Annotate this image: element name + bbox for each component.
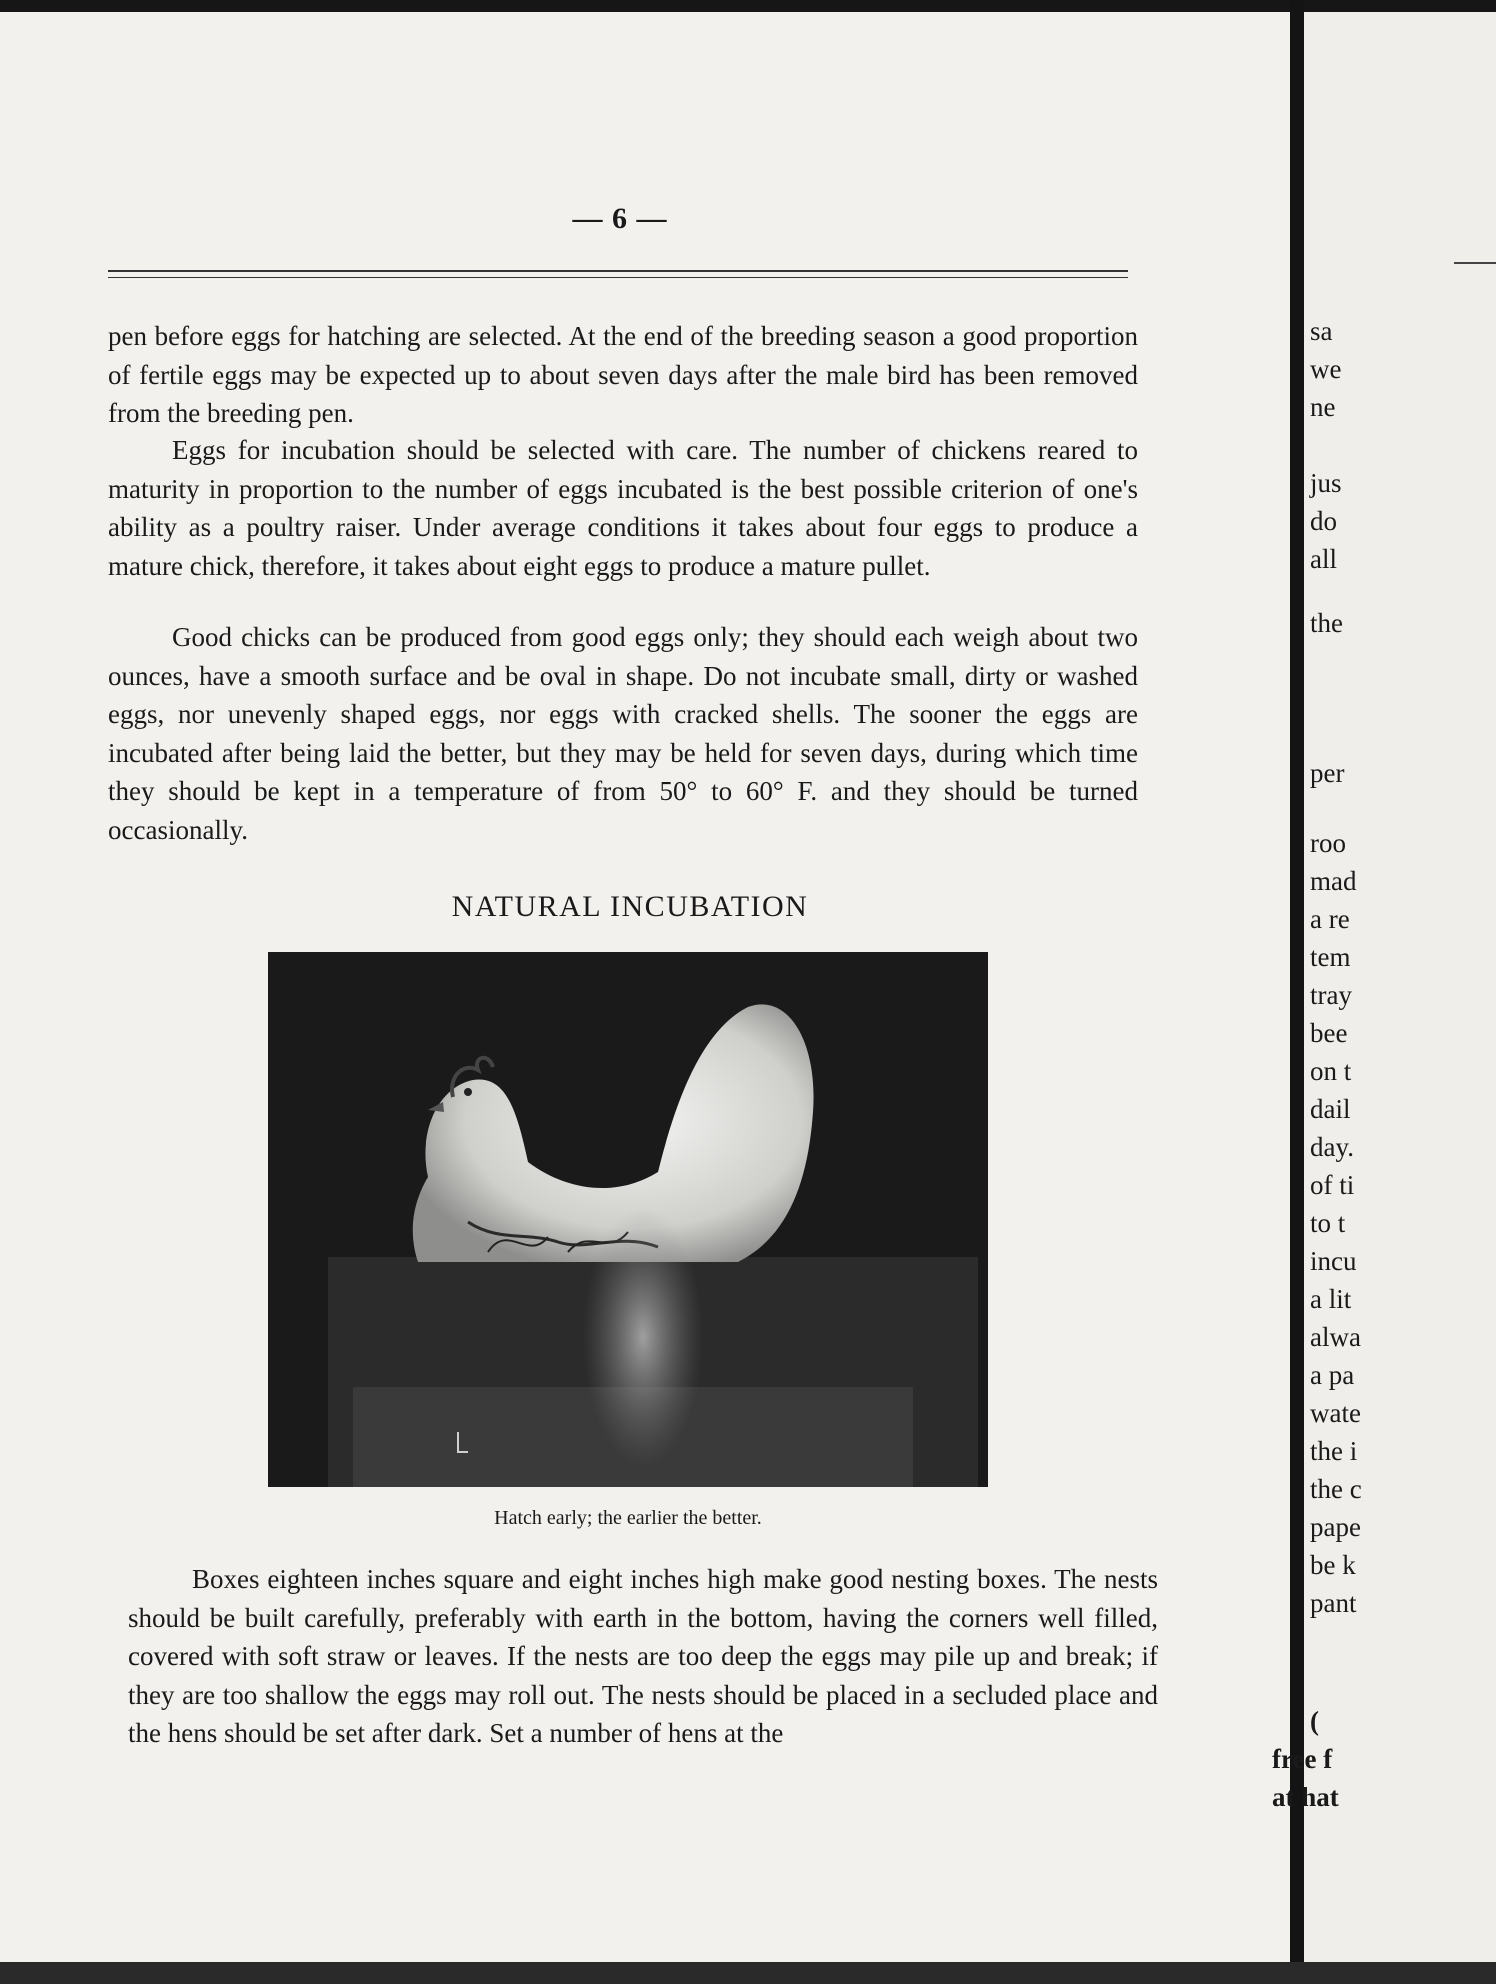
- right-page-fragment: the c: [1310, 1474, 1362, 1504]
- paragraph: Good chicks can be produced from good eggs only; they should each weigh about two ounces, have a smooth surface and be oval in shape. Do not incubate small, dirty or washed eggs, nor unevenly shaped eggs, nor eggs with cracked shells. The sooner the eggs are incubated after being laid the better, but they may be held for seven days, during which time they should be kept in a temperature of from 50° to 60° F. and they should be turned occasionally.: [108, 622, 1138, 845]
- body-text-block: [128, 1560, 1158, 1753]
- right-page-fragment: roo: [1310, 828, 1346, 858]
- right-page-text: [1272, 12, 1496, 1962]
- right-page-fragment: tem: [1310, 942, 1351, 972]
- right-page-fragment: at hat: [1272, 1782, 1339, 1812]
- right-page-fragment: a re: [1310, 904, 1350, 934]
- right-page-fragment: on t: [1310, 1056, 1352, 1086]
- right-page: [1272, 12, 1496, 1962]
- paragraph: Eggs for incubation should be selected with care. The number of chickens reared to maturity in proportion to the number of eggs incubated is the best possible criterion of one's ability as a poultry raiser. Under average conditions it takes about four eggs to produce a mature chick, therefore, it takes about eight eggs to produce a mature pullet.: [108, 435, 1138, 581]
- body-text-block: [108, 431, 1138, 585]
- scan-bottom-edge: [0, 1962, 1496, 1984]
- right-page-fragment: jus: [1310, 468, 1342, 498]
- header-rule: [108, 270, 1128, 272]
- book-gutter: [1290, 0, 1304, 1962]
- right-page-fragment: a lit: [1310, 1284, 1352, 1314]
- hen-photo: [268, 952, 988, 1487]
- right-page-fragment: do: [1310, 506, 1337, 536]
- paragraph: Boxes eighteen inches square and eight inches high make good nesting boxes. The nests should be built carefully, preferably with earth in the bottom, having the corners well filled, covered with soft straw or leaves. If the nests are too deep the eggs may pile up and break; if they are too shallow the eggs may roll out. The nests should be placed in a secluded place and the hens should be set after dark. Set a number of hens at the: [128, 1564, 1158, 1748]
- figure-caption: Hatch early; the earlier the better.: [494, 1507, 762, 1529]
- body-text-block: [108, 317, 1138, 433]
- page-number: — 6 —: [572, 202, 668, 235]
- right-page-fragment: of ti: [1310, 1170, 1355, 1200]
- body-text-block: [108, 618, 1138, 849]
- right-page-fragment: dail: [1310, 1094, 1351, 1124]
- right-page-fragment: free f: [1272, 1744, 1333, 1774]
- right-page-fragment: to t: [1310, 1208, 1346, 1238]
- right-page-fragment: the i: [1310, 1436, 1358, 1466]
- right-page-fragment: ne: [1310, 392, 1336, 422]
- right-page-fragment: sa: [1310, 316, 1333, 346]
- left-page: [0, 12, 1290, 1962]
- right-page-fragment: pape: [1310, 1512, 1361, 1542]
- header-rule-thin: [108, 277, 1128, 278]
- right-page-fragment: incu: [1310, 1246, 1357, 1276]
- right-page-fragment: a pa: [1310, 1360, 1355, 1390]
- right-page-fragment: per: [1310, 758, 1345, 788]
- right-page-fragment: (: [1310, 1706, 1319, 1736]
- right-page-fragment: pant: [1310, 1588, 1357, 1618]
- right-page-fragment: we: [1310, 354, 1342, 384]
- right-page-fragment: day.: [1310, 1132, 1354, 1162]
- header-rule: [1454, 262, 1496, 264]
- right-page-fragment: bee: [1310, 1018, 1348, 1048]
- paragraph: pen before eggs for hatching are selected. At the end of the breeding season a good proportion of fertile eggs may be expected up to about seven days after the male bird has been removed from the breeding pen.: [108, 321, 1138, 428]
- right-page-fragment: tray: [1310, 980, 1352, 1010]
- right-page-fragment: the: [1310, 608, 1343, 638]
- right-page-fragment: alwa: [1310, 1322, 1361, 1352]
- right-page-fragment: wate: [1310, 1398, 1361, 1428]
- right-page-fragment: all: [1310, 544, 1337, 574]
- hen-photo-illustration: [268, 952, 988, 1487]
- right-page-fragment: be k: [1310, 1550, 1356, 1580]
- section-heading: NATURAL INCUBATION: [451, 890, 809, 923]
- right-page-fragment: mad: [1310, 866, 1357, 896]
